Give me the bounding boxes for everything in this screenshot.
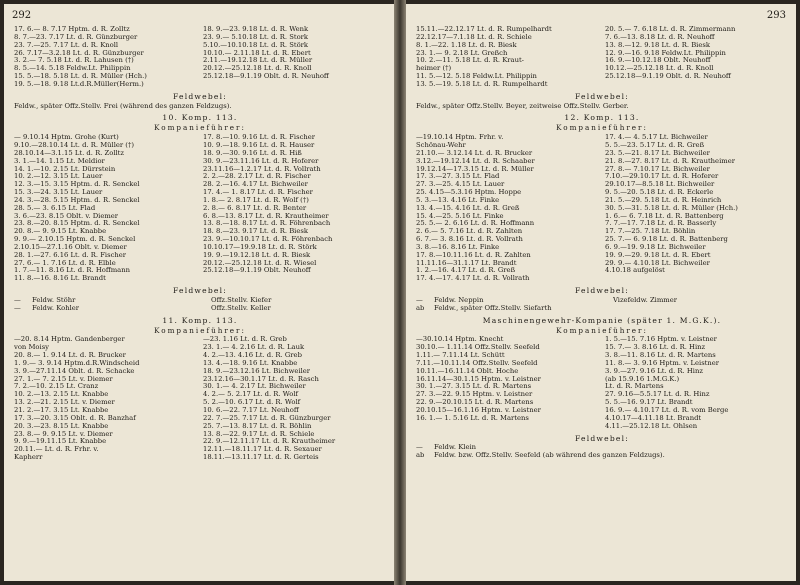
officer-column — [203, 336, 386, 462]
officer-entry: 19.12.14—17.3.15 Lt. d. R. Müller — [416, 165, 534, 173]
officer-entry: Kapherr — [14, 454, 43, 462]
officer-entry: 1. 9.— 3. 9.14 Hptm.d.R.Windscheid — [14, 359, 140, 367]
officer-column — [14, 336, 197, 462]
section-heading: Kompanieführer: — [556, 325, 648, 335]
book-gutter — [394, 0, 406, 585]
officer-entry: 7. 6.—13. 8.18 Lt. d. R. Neuhoff — [605, 33, 715, 41]
officer-entry: 19. 9.—19.12.18 Lt. d. R. Biesk — [203, 251, 311, 259]
officer-entry: 13. 8.—22. 9.17 Lt. d. R. Schiele — [203, 430, 315, 438]
officer-list — [14, 134, 386, 283]
sergeant-list — [416, 444, 788, 460]
officer-entry: 15. 7.— 3. 8.16 Lt. d. R. Hinz — [605, 344, 706, 352]
right-page — [406, 4, 796, 581]
officer-entry: 4.10.17—4.11.18 Lt. Brandt — [605, 414, 702, 422]
officer-entry: 1. 6.— 6. 7.18 Lt. d. R. Battenberg — [605, 212, 724, 220]
sergeant-entry: Vizefeldw. Zimmer — [613, 297, 678, 304]
officer-entry: 20.10.15—16.1.16 Hptm. v. Leistner — [416, 406, 541, 414]
section-heading: Feldwebel: — [575, 433, 629, 443]
officer-entry: 25. 5.— 2. 6.16 Lt. d. R. Hoffmann — [416, 220, 535, 228]
officer-entry: 15. 3.—24. 3.15 Lt. Lauer — [14, 189, 103, 197]
officer-entry: 14. 1.—10. 2.15 Lt. Dürrstein — [14, 165, 116, 173]
officer-entry: 2. 2.—28. 2.17 Lt. d. R. Fischer — [203, 173, 311, 181]
officer-entry: 10.11.—16.11.14 Oblt. Hoche — [416, 367, 519, 375]
officer-entry: 15. 5.—18. 5.18 Lt. d. R. Müller (Hch.) — [14, 73, 147, 81]
officer-entry: 1. 8.— 2. 8.17 Lt. d. R. Wolf (†) — [203, 196, 309, 204]
officer-entry: 22. 9.—20.10.15 Lt. d. R. Martens — [416, 399, 534, 407]
officer-entry: 2.11.—19.12.18 Lt. d. R. Müller — [203, 57, 313, 65]
officer-entry: 12. 9.—16. 9.18 Feldw.Lt. Philippin — [605, 49, 726, 57]
officer-entry: 1.11.— 7.11.14 Lt. Schütt — [416, 352, 505, 360]
section-heading: Kompanieführer: — [556, 123, 648, 133]
officer-entry: 3. 9.—27. 9.16 Lt. d. R. Hinz — [605, 367, 703, 375]
sergeant-list — [14, 297, 386, 313]
sergeant-marker: — — [14, 297, 21, 304]
officer-entry: 30. 1.—27. 3.15 Lt. d. R. Martens — [416, 383, 532, 391]
officer-entry: 6. 8.—13. 8.17 Lt. d. R. Krautheimer — [203, 212, 329, 220]
officer-entry: 25. 7.—13. 8.17 Lt. d. R. Böhlin — [203, 422, 312, 430]
sergeant-entry: Offz.Stellv. Kiefer — [211, 297, 272, 304]
officer-entry: 17. 8.—10. 9.16 Lt. d. R. Fischer — [203, 134, 316, 142]
officer-entry: 17. 3.—20. 3.15 Oblt. d. R. Banzhaf — [14, 414, 136, 422]
officer-entry: 11. 8.— 3. 9.16 Hptm. v. Leistner — [605, 359, 720, 367]
officer-entry: 20.11.— Lt. d. R. Frhr. v. — [14, 446, 99, 454]
officer-entry: 23. 9.—10.10.17 Lt. d. R. Föhrenbach — [203, 236, 333, 244]
officer-entry: 18. 9.—23. 9.18 Lt. d. R. Wenk — [203, 26, 309, 33]
officer-entry: 5. 5.—16. 9.17 Lt. Brandt — [605, 399, 693, 407]
officer-entry: —23. 1.16 Lt. d. R. Greb — [203, 336, 287, 344]
officer-entry: 13. 8.—12. 9.18 Lt. d. R. Biesk — [605, 41, 710, 49]
sergeant-entry: Offz.Stellv. Keller — [211, 304, 271, 312]
officer-entry: 17. 4.— 1. 8.17 Lt. d. R. Fischer — [203, 189, 313, 197]
officer-list — [416, 336, 788, 430]
officer-list — [416, 26, 788, 89]
section-heading: Feldwebel: — [173, 91, 227, 101]
sergeant-marker: — — [14, 304, 21, 312]
officer-entry: 8. 1.—22. 1.18 Lt. d. R. Biesk — [416, 41, 517, 49]
section-heading: Feldwebel: — [173, 286, 227, 296]
officer-entry: 25.12.18—9.1.19 Oblt. d. R. Neuhoff — [203, 73, 329, 81]
sergeant-entry: Feldw., später Offz.Stellv. Beyer, zeitweise Offz.Stellv. Gerber. — [416, 101, 629, 110]
officer-entry: —30.10.14 Hptm. Knecht — [416, 336, 504, 344]
officer-entry: 18. 9.—23.12.16 Lt. Bichweiler — [203, 367, 311, 375]
officer-entry: 10.10.17—19.9.18 Lt. d. R. Störk — [203, 243, 317, 251]
sergeant-marker: ab — [416, 451, 425, 460]
officer-entry: 1. 7.—11. 8.16 Lt. d. R. Hoffmann — [14, 267, 130, 275]
officer-entry: 16. 9.— 4.10.17 Lt. d. R. vom Berge — [605, 406, 729, 414]
officer-entry: 16.11.14—30.1.15 Hptm. v. Leistner — [416, 375, 541, 383]
officer-entry: 6. 9.—19. 9.18 Lt. Bichweiler — [605, 243, 706, 251]
officer-entry: 6. 7.— 3. 8.16 Lt. d. R. Vollrath — [416, 236, 523, 244]
officer-entry: 23. 1.— 9. 2.18 Lt. Greßch — [416, 49, 508, 57]
officer-entry: 10. 9.—18. 9.16 Lt. d. R. Hauser — [203, 141, 315, 149]
officer-column — [14, 26, 197, 89]
sergeant-entry: Feldw. Kohler — [32, 304, 80, 312]
officer-column — [14, 134, 197, 283]
sergeant-entry: Feldw. bzw. Offz.Stellv. Seefeld (ab während des ganzen Feldzugs). — [434, 451, 665, 460]
officer-entry: 29.10.17—8.5.18 Lt. Bichweiler — [605, 181, 715, 189]
officer-entry: 25.12.18—9.1.19 Oblt. d. R. Neuhoff — [605, 73, 731, 81]
officer-entry: 20. 8.— 1. 9.14 Lt. d. R. Brucker — [14, 352, 126, 360]
officer-entry: 11. 8.—16. 8.16 Lt. Brandt — [14, 275, 106, 283]
officer-entry: 21. 8.—27. 8.17 Lt. d. R. Krautheimer — [605, 157, 735, 165]
sergeant-marker: — — [416, 297, 423, 304]
officer-entry: 9. 9.—19.11.15 Lt. Knabbe — [14, 438, 107, 446]
officer-entry: 30. 1.— 4. 2.17 Lt. Bichweiler — [203, 383, 306, 391]
officer-entry: 8. 5.—14. 5.18 Feldw.Lt. Philippin — [14, 65, 131, 73]
left-page-content — [14, 26, 386, 462]
officer-entry: 11. 5.—12. 5.18 Feldw.Lt. Philippin — [416, 73, 537, 81]
officer-entry: 12. 3.—15. 3.15 Hptm. d. R. Senckel — [14, 181, 140, 189]
officer-entry: 20. 8.— 9. 9.15 Lt. Knabbe — [14, 228, 107, 236]
officer-column — [605, 26, 788, 89]
officer-entry: 28. 2.—16. 4.17 Lt. Bichweiler — [203, 181, 308, 189]
officer-entry: 16. 9.—10.12.18 Oblt. Neuhoff — [605, 57, 711, 65]
officer-entry: 18. 9.—30. 9.16 Lt. d. R. Hiß — [203, 149, 302, 157]
officer-entry: 30.10.— 1.11.14 Offz.Stellv. Seefeld — [416, 344, 540, 352]
officer-entry: 19. 9.—29. 9.18 Lt. d. R. Ebert — [605, 251, 711, 259]
officer-entry: 7.11.—10.11.14 Offz.Stellv. Seefeld — [416, 359, 538, 367]
officer-entry: 10. 6.—22. 7.17 Lt. Neuhoff — [203, 406, 299, 414]
officer-entry: 4.11.—25.12.18 Lt. Ohlsen — [605, 422, 698, 430]
company-title: 12. Komp. 113. — [564, 113, 640, 123]
officer-entry: 16. 1.— 1. 5.16 Lt. d. R. Martens — [416, 414, 529, 422]
officer-entry: 27. 1.— 7. 2.15 Lt. v. Diemer — [14, 375, 113, 383]
company-title: Maschinengewehr-Kompanie (später 1. M.G.K.). — [482, 315, 722, 325]
officer-entry: 25. 7.— 6. 9.18 Lt. d. R. Battenberg — [605, 236, 728, 244]
officer-entry: 23.11.16—1.2.17 Lt. d. R. Vollrath — [203, 165, 321, 173]
officer-entry: 8. 7.—23. 7.17 Lt. d. R. Günzburger — [14, 33, 138, 41]
officer-entry: (ab 15.9.16 1.M.G.K.) — [605, 375, 680, 383]
officer-entry: 25. 4.15—5.3.16 Hptm. Hoppe — [416, 189, 522, 197]
officer-entry: 29. 9.— 4.10.18 Lt. Bichweiler — [605, 259, 710, 267]
officer-entry: 9. 9.— 2.10.15 Hptm. d. R. Senckel — [14, 236, 136, 244]
officer-entry: Schönau-Wehr — [416, 141, 466, 149]
right-page-content — [416, 26, 788, 460]
sergeant-entry: Feldw., später Offz.Stellv. Frei (während des ganzen Feldzugs). — [14, 101, 232, 110]
officer-entry: 19. 5.—18. 9.18 Lt.d.R.Müller(Herm.) — [14, 80, 144, 88]
officer-entry: 1. 2.—16. 4.17 Lt. d. R. Greß — [416, 267, 516, 275]
officer-entry: Lt. d. R. Martens — [605, 383, 664, 391]
sergeant-entry: Feldw., später Offz.Stellv. Siefarth — [434, 304, 552, 312]
officer-entry: — 9.10.14 Hptm. Grohe (Kurt) — [14, 134, 119, 142]
officer-entry: 21.10.— 3.12.14 Lt. d. R. Brucker — [416, 149, 533, 157]
officer-entry: 27. 9.16—5.5.17 Lt. d. R. Hinz — [605, 391, 710, 399]
officer-entry: 9. 5.—20. 5.18 Lt. d. R. Eckerle — [605, 189, 714, 197]
officer-entry: 23. 9.— 5.10.18 Lt. d. R. Stork — [203, 33, 309, 41]
officer-entry: 17. 8.—10.11.16 Lt. d. R. Zahlten — [416, 251, 531, 259]
sergeant-marker: — — [416, 443, 423, 452]
left-page — [4, 4, 394, 581]
officer-entry: 23. 1.— 4. 2.16 Lt. d. R. Lauk — [203, 344, 305, 352]
officer-entry: 13. 4.—18. 9.16 Lt. Knabbe — [203, 359, 298, 367]
officer-entry: 23. 7.—25. 7.17 Lt. d. R. Knoll — [14, 41, 119, 49]
officer-entry: heimer (†) — [416, 65, 452, 73]
officer-entry: 20.12.—25.12.18 Lt. d. R. Wiesel — [203, 259, 317, 267]
officer-entry: 20. 5.— 7. 6.18 Lt. d. R. Zimmermann — [605, 26, 736, 33]
officer-entry: 7. 7.—17. 7.18 Lt. d. R. Basserly — [605, 220, 717, 228]
officer-entry: 5. 5.—23. 5.17 Lt. d. R. Greß — [605, 141, 705, 149]
officer-entry: 10. 2.—12. 3.15 Lt. Lauer — [14, 173, 103, 181]
officer-entry: 12.11.—18.11.17 Lt. d. R. Sexauer — [203, 446, 322, 454]
officer-entry: 27. 3.—25. 4.15 Lt. Lauer — [416, 181, 505, 189]
officer-entry: 13. 2.—21. 2.15 Lt. v. Diemer — [14, 399, 115, 407]
officer-entry: 21. 5.—29. 5.18 Lt. d. R. Heinrich — [605, 196, 722, 204]
officer-entry: 10.12.—25.12.18 Lt. d. R. Knoll — [605, 65, 714, 73]
officer-entry: 15. 4.—25. 5.16 Lt. Finke — [416, 212, 504, 220]
officer-entry: 28.10.14—3.1.15 Lt. d. R. Zolltz — [14, 149, 124, 157]
sergeant-entry — [613, 305, 788, 313]
officer-entry: 10. 2.—13. 2.15 Lt. Knabbe — [14, 391, 109, 399]
officer-entry: 20.12.—25.12.18 Lt. d. R. Knoll — [203, 65, 312, 73]
sergeant-marker: ab — [416, 304, 425, 312]
officer-entry: 23. 8.—20. 8.15 Hptm. d. R. Senckel — [14, 220, 140, 228]
page-number: 293 — [766, 10, 786, 21]
officer-column — [416, 134, 599, 283]
officer-entry: 2. 6.— 5. 7.16 Lt. d. R. Zahlten — [416, 228, 523, 236]
officer-entry: 3. 8.—16. 8.16 Lt. Finke — [416, 243, 500, 251]
officer-entry: 17. 4.—17. 4.17 Lt. d. R. Vollrath — [416, 275, 530, 283]
officer-entry: 18.11.—13.11.17 Lt. d. R. Gerteis — [203, 454, 319, 462]
officer-entry: 22. 9.—12.11.17 Lt. d. R. Krautheimer — [203, 438, 336, 446]
officer-list — [416, 134, 788, 283]
company-title: 11. Komp. 113. — [162, 315, 238, 325]
officer-entry: von Moisy — [14, 344, 50, 352]
section-heading: Kompanieführer: — [154, 325, 246, 335]
officer-entry: 27. 3.—22. 9.15 Hptm. v. Leistner — [416, 391, 533, 399]
officer-entry: 3. 8.—11. 8.16 Lt. d. R. Martens — [605, 352, 716, 360]
officer-entry: 18. 8.—23. 9.17 Lt. d. R. Biesk — [203, 228, 308, 236]
officer-entry: 13. 5.—19. 5.18 Lt. d. R. Rumpelhardt — [416, 80, 548, 88]
officer-entry: 4. 2.—13. 4.16 Lt. d. R. Greb — [203, 352, 302, 360]
officer-entry: 27. 6.— 1. 7.16 Lt. d. R. Elble — [14, 259, 116, 267]
officer-entry: 15.11.—22.12.17 Lt. d. R. Rumpelhardt — [416, 26, 552, 33]
section-heading: Kompanieführer: — [154, 123, 246, 133]
officer-entry: 28. 5.— 3. 6.15 Lt. Flad — [14, 204, 96, 212]
officer-list — [14, 26, 386, 89]
officer-entry: 7.10.—29.10.17 Lt. d. R. Hoferer — [605, 173, 719, 181]
officer-entry: 13. 8.—18. 8.17 Lt. d. R. Föhrenbach — [203, 220, 331, 228]
section-heading: Feldwebel: — [575, 286, 629, 296]
officer-entry: 4.10.18 aufgelöst — [605, 267, 665, 275]
officer-entry: —20. 8.14 Hptm. Gandenberger — [14, 336, 125, 344]
sergeant-entry: Feldw. Neppin — [434, 297, 484, 304]
officer-entry: 13. 4.—15. 4.16 Lt. d. R. Greß — [416, 204, 520, 212]
officer-entry: —19.10.14 Hptm. Frhr. v. — [416, 134, 504, 142]
officer-column — [203, 134, 386, 283]
officer-list — [14, 336, 386, 462]
sergeant-entry: Feldw. Klein — [434, 443, 477, 452]
officer-entry: 23.12.16—30.1.17 Lt. d. R. Rasch — [203, 375, 319, 383]
officer-entry: 3. 6.—23. 8.15 Oblt. v. Diemer — [14, 212, 119, 220]
officer-entry: 23. 8.— 9. 9.15 Lt. v. Diemer — [14, 430, 113, 438]
officer-column — [416, 26, 599, 89]
officer-entry: 9.10.—28.10.14 Lt. d. R. Müller (†) — [14, 141, 135, 149]
officer-entry: 24. 3.—28. 5.15 Hptm. d. R. Senckel — [14, 196, 140, 204]
officer-column — [605, 134, 788, 283]
officer-entry: 7. 2.—10. 2.15 Lt. Cranz — [14, 383, 99, 391]
sergeant-entry: Feldw. Stöhr — [32, 297, 76, 304]
officer-entry: 23. 5.—21. 8.17 Lt. Bichweiler — [605, 149, 710, 157]
officer-entry: 17. 3.—27. 3.15 Lt. Flad — [416, 173, 500, 181]
officer-entry: 1. 5.—15. 7.16 Hptm. v. Leistner — [605, 336, 717, 344]
officer-column — [605, 336, 788, 430]
officer-entry: 26. 7.17—3.2.18 Lt. d. R. Günzburger — [14, 49, 144, 57]
officer-entry: 22.12.17—7.1.18 Lt. d. R. Schiele — [416, 33, 532, 41]
officer-entry: 10. 2.—11. 5.18 Lt. d. R. Kraut- — [416, 57, 524, 65]
officer-entry: 17. 6.— 8. 7.17 Hptm. d. R. Zolltz — [14, 26, 130, 33]
officer-entry: 10.10.— 2.11.18 Lt. d. R. Ebert — [203, 49, 311, 57]
officer-entry: 17. 7.—25. 7.18 Lt. Böhlin — [605, 228, 696, 236]
officer-entry: 11.11.16—31.1.17 Lt. Brandt — [416, 259, 517, 267]
page-number: 292 — [12, 10, 32, 21]
officer-entry: 5. 2.—10. 6.17 Lt. d. R. Wolf — [203, 399, 301, 407]
officer-column — [203, 26, 386, 89]
officer-entry: 30. 5.—31. 5.18 Lt. d. R. Müller (Hch.) — [605, 204, 738, 212]
officer-entry: 2. 8.— 6. 8.17 Lt. d. R. Benter — [203, 204, 307, 212]
officer-entry: 3. 9.—27.11.14 Oblt. d. R. Schacke — [14, 367, 135, 375]
officer-entry: 3. 1.—14. 1.15 Lt. Meldior — [14, 157, 105, 165]
officer-entry: 25.12.18—9.1.19 Oblt. Neuhoff — [203, 267, 311, 275]
officer-entry: 4. 2.— 5. 2.17 Lt. d. R. Wolf — [203, 391, 299, 399]
officer-entry: 5. 3.—13. 4.16 Lt. Finke — [416, 196, 500, 204]
officer-column — [416, 336, 599, 430]
officer-entry: 22. 7.—25. 7.17 Lt. d. R. Günzburger — [203, 414, 331, 422]
officer-entry: 27. 8.— 7.10.17 Lt. Bichweiler — [605, 165, 710, 173]
officer-entry: 2.10.15—27.1.16 Oblt. v. Diemer — [14, 243, 127, 251]
company-title: 10. Komp. 113. — [162, 113, 238, 123]
sergeant-list — [416, 297, 788, 313]
officer-entry: 20. 3.—23. 8.15 Lt. Knabbe — [14, 422, 109, 430]
section-heading: Feldwebel: — [575, 91, 629, 101]
officer-entry: 30. 9.—23.11.16 Lt. d. R. Hoferer — [203, 157, 319, 165]
officer-entry: 3.12.—19.12.14 Lt. d. R. Schaaber — [416, 157, 535, 165]
officer-entry: 17. 4.— 4. 5.17 Lt. Bichweiler — [605, 134, 708, 142]
officer-entry: 3. 2.— 7. 5.18 Lt. d. R. Lahusen (†) — [14, 57, 134, 65]
officer-entry: 5.10.—10.10.18 Lt. d. R. Störk — [203, 41, 309, 49]
officer-entry: 21. 2.—17. 3.15 Lt. Knabbe — [14, 406, 109, 414]
officer-entry: 28. 1.—27. 6.16 Lt. d. R. Fischer — [14, 251, 127, 259]
